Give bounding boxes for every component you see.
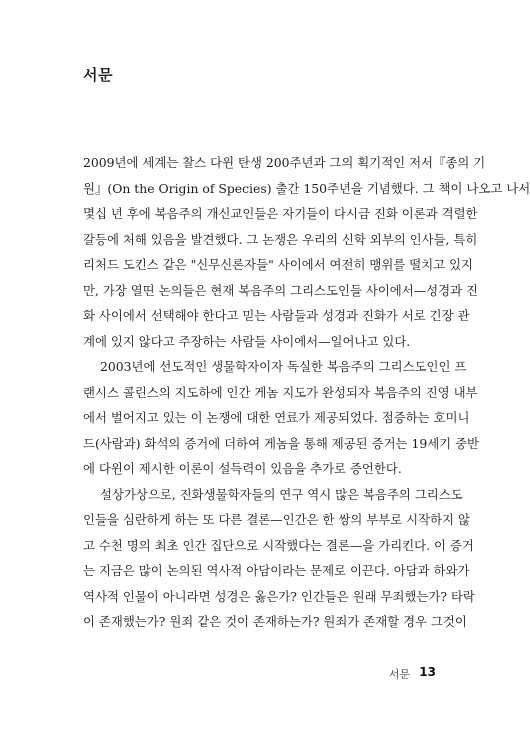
text-line: 고 수천 명의 최초 인간 집단으로 시작했다는 결론—을 가리킨다. 이 증거	[83, 537, 474, 553]
running-head: 서문	[388, 668, 410, 681]
text-line: 갈등에 처해 있음을 발견했다. 그 논쟁은 우리의 신학 외부의 인사들, 특히	[83, 231, 478, 247]
text-line: 몇십 년 후에 복음주의 개신교인들은 자기들이 다시금 진화 이론과 격렬한	[83, 206, 478, 221]
text-line: 설상가상으로, 진화생물학자들의 연구 역시 많은 복음주의 그리스도	[100, 486, 463, 502]
chapter-heading: 서문	[83, 66, 113, 84]
text-line: 에 다윈이 제시한 이론이 설득력이 있음을 추가로 증언한다.	[83, 461, 402, 476]
text-line: 2009년에 세계는 찰스 다윈 탄생 200주년과 그의 획기적인 저서『종의 기	[83, 155, 486, 170]
text-line: 랜시스 콜린스의 지도하에 인간 게놈 지도가 완성되자 복음주의 진영 내부	[83, 384, 478, 400]
text-line: 2003년에 선도적인 생물학자이자 독실한 복음주의 그리스도인인 프	[100, 359, 467, 374]
text-line: 만, 가장 열띤 논의들은 현재 복음주의 그리스도인들 사이에서—성경과 진	[83, 282, 478, 298]
text-line: 에서 벌어지고 있는 이 논쟁에 대한 연료가 제공되었다. 점증하는 호미니	[83, 410, 470, 425]
body-text	[83, 150, 530, 635]
text-line: 인들을 심란하게 하는 또 다른 결론—인간은 한 쌍의 부부로 시작하지 않	[83, 512, 470, 527]
text-line: 리처드 도킨스 같은 "신무신론자들" 사이에서 여전히 맹위를 떨치고 있지	[83, 257, 474, 272]
text-line: 드(사람과) 화석의 증거에 더하여 게놈을 통해 제공된 증거는 19세기 중반	[83, 435, 480, 451]
page-footer	[0, 666, 500, 686]
text-line: 이 존재했는가? 원죄 같은 것이 존재하는가? 원죄가 존재할 경우 그것이	[83, 614, 467, 629]
text-line: 역사적 인물이 아니라면 성경은 옳은가? 인간들은 원래 무죄했는가? 타락	[83, 588, 475, 604]
text-line: 원』(On the Origin of Species) 출간 150주년을 기념했다. 그 책이 나오고 나서	[83, 180, 530, 196]
page-number: 13	[419, 665, 436, 679]
paragraph-1	[83, 150, 530, 354]
text-line: 는 지금은 많이 논의된 역사적 아담이라는 문제로 이끈다. 아담과 하와가	[83, 563, 470, 578]
text-line: 계에 있지 않다고 주장하는 사람들 사이에서—일어나고 있다.	[83, 333, 411, 349]
text-line: 화 사이에서 선택해야 한다고 믿는 사람들과 성경과 진화가 서로 긴장 관	[83, 308, 470, 323]
paragraph-2	[83, 354, 480, 482]
paragraph-3	[83, 482, 475, 635]
